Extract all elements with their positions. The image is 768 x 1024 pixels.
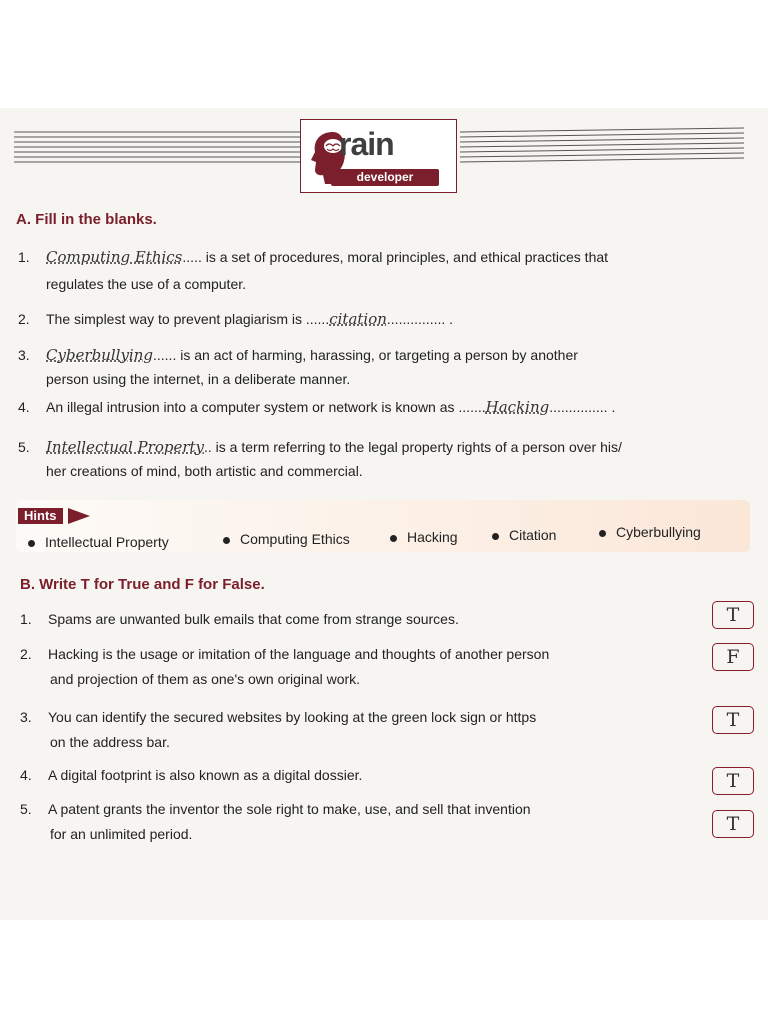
tf-item-3-cont: on the address bar.	[50, 734, 170, 750]
item-number: 3.	[18, 347, 30, 363]
fill-item-2	[18, 310, 453, 328]
item-text: Hacking is the usage or imitation of the language and thoughts of another person	[48, 646, 550, 662]
hint-item	[223, 531, 350, 547]
bullet-icon	[492, 533, 499, 540]
handwritten-answer: Intellectual Property	[46, 438, 205, 456]
item-text: ..... is a set of procedures, moral principles, and ethical practices that	[182, 249, 609, 265]
answer-box[interactable]: T	[712, 706, 754, 734]
item-text: You can identify the secured websites by looking at the green lock sign or https	[48, 709, 537, 725]
handwritten-answer: Cyberbullying	[46, 346, 153, 364]
answer-box[interactable]: T	[712, 767, 754, 795]
logo-sub-text: developer	[331, 169, 439, 186]
item-number: 4.	[20, 767, 32, 783]
header-stripes-left	[14, 124, 301, 170]
bullet-icon	[390, 535, 397, 542]
item-number: 1.	[18, 249, 30, 265]
item-number: 4.	[18, 399, 30, 415]
section-a-title: A. Fill in the blanks.	[16, 211, 157, 228]
item-text: A patent grants the inventor the sole right to make, use, and sell that invention	[48, 801, 531, 817]
handwritten-answer: Hacking	[485, 398, 550, 416]
fill-item-4	[18, 398, 615, 416]
hint-item	[492, 527, 556, 543]
item-text: .. is a term referring to the legal property rights of a person over his/	[204, 439, 622, 455]
tf-item-1	[20, 611, 459, 627]
bullet-icon	[599, 530, 606, 537]
fill-item-1	[18, 248, 608, 266]
item-text-tail: ............... .	[549, 399, 616, 415]
hint-item	[599, 524, 701, 540]
answer-box[interactable]: T	[712, 601, 754, 629]
fill-item-5-cont: her creations of mind, both artistic and commercial.	[46, 463, 363, 479]
item-text: A digital footprint is also known as a digital dossier.	[48, 767, 363, 783]
hint-item	[28, 534, 169, 550]
brain-developer-logo	[300, 119, 457, 193]
item-text-tail: ............... .	[386, 311, 454, 327]
hint-item	[390, 529, 458, 545]
item-text: Spams are unwanted bulk emails that come from strange sources.	[48, 611, 459, 627]
tf-item-4	[20, 767, 362, 783]
item-number: 2.	[20, 646, 32, 662]
hint-text: Intellectual Property	[45, 534, 169, 550]
item-text: ...... is an act of harming, harassing, or targeting a person by another	[153, 347, 578, 363]
hints-arrow-icon	[68, 508, 90, 524]
fill-item-3	[18, 346, 578, 364]
hint-text: Cyberbullying	[616, 524, 701, 540]
tf-item-2-cont: and projection of them as one's own original work.	[50, 671, 361, 687]
tf-item-5	[20, 801, 531, 817]
answer-box[interactable]: F	[712, 643, 754, 671]
item-number: 5.	[18, 439, 30, 455]
header-stripes-right	[460, 124, 744, 170]
item-text: The simplest way to prevent plagiarism is ......	[46, 311, 330, 327]
item-number: 1.	[20, 611, 32, 627]
item-text: An illegal intrusion into a computer system or network is known as .......	[46, 399, 486, 415]
item-number: 2.	[18, 311, 30, 327]
hint-text: Computing Ethics	[240, 531, 350, 547]
tf-item-5-cont: for an unlimited period.	[50, 826, 193, 842]
tf-item-3	[20, 709, 536, 725]
bullet-icon	[223, 537, 230, 544]
item-number: 5.	[20, 801, 32, 817]
bullet-icon	[28, 540, 35, 547]
tf-item-2	[20, 646, 549, 662]
hints-label: Hints	[18, 508, 63, 524]
item-number: 3.	[20, 709, 32, 725]
answer-box[interactable]: T	[712, 810, 754, 838]
fill-item-3-cont: person using the internet, in a deliberate manner.	[46, 371, 351, 387]
handwritten-answer: citation	[329, 310, 387, 328]
hint-text: Hacking	[407, 529, 458, 545]
fill-item-1-cont: regulates the use of a computer.	[46, 276, 247, 292]
section-b-title: B. Write T for True and F for False.	[20, 576, 265, 593]
handwritten-answer: Computing Ethics	[46, 248, 183, 266]
logo-brand-text: rain	[339, 126, 394, 162]
hint-text: Citation	[509, 527, 557, 543]
fill-item-5	[18, 438, 622, 456]
